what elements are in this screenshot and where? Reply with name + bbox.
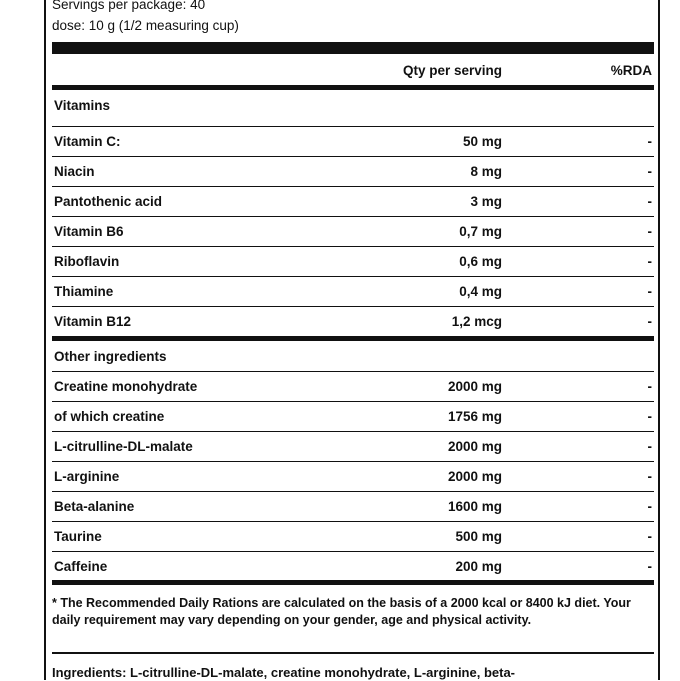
nutrient-qty: 1600 mg bbox=[447, 498, 502, 514]
table-row bbox=[52, 126, 654, 156]
nutrient-name: Riboflavin bbox=[54, 253, 120, 269]
nutrient-name: Pantothenic acid bbox=[54, 193, 163, 209]
table-row bbox=[52, 491, 654, 521]
nutrient-qty: 2000 mg bbox=[447, 468, 502, 484]
nutrient-qty: 2000 mg bbox=[447, 378, 502, 394]
bottom-rule bbox=[52, 580, 654, 585]
nutrient-qty: 50 mg bbox=[462, 133, 502, 149]
nutrient-rda: - bbox=[647, 468, 652, 484]
section-label: Vitamins bbox=[54, 97, 111, 113]
nutrient-qty: 1,2 mcg bbox=[451, 313, 502, 329]
nutrient-name: Vitamin B6 bbox=[54, 223, 124, 239]
qty-column-header: Qty per serving bbox=[402, 62, 502, 78]
footnote-rule bbox=[52, 652, 654, 654]
nutrient-name: Taurine bbox=[54, 528, 102, 544]
section-label: Other ingredients bbox=[54, 348, 167, 364]
nutrient-qty: 0,6 mg bbox=[459, 253, 502, 269]
nutrient-qty: 8 mg bbox=[470, 163, 502, 179]
nutrient-rda: - bbox=[647, 163, 652, 179]
table-row bbox=[52, 246, 654, 276]
table-row bbox=[52, 521, 654, 551]
table-row bbox=[52, 461, 654, 491]
serving-info bbox=[52, 0, 239, 36]
nutrient-rda: - bbox=[647, 193, 652, 209]
nutrient-rda: - bbox=[647, 498, 652, 514]
table-row bbox=[52, 401, 654, 431]
nutrient-rda: - bbox=[647, 558, 652, 574]
table-row bbox=[52, 306, 654, 336]
nutrient-rda: - bbox=[647, 223, 652, 239]
nutrient-rda: - bbox=[647, 313, 652, 329]
nutrient-qty: 3 mg bbox=[470, 193, 502, 209]
dose-text: dose: 10 g (1/2 measuring cup) bbox=[52, 18, 239, 33]
table-row bbox=[52, 431, 654, 461]
nutrient-qty: 1756 mg bbox=[447, 408, 502, 424]
nutrient-rda: - bbox=[647, 528, 652, 544]
table-row bbox=[52, 156, 654, 186]
rda-column-header: %RDA bbox=[610, 62, 652, 78]
nutrient-qty: 0,4 mg bbox=[459, 283, 502, 299]
nutrient-rda: - bbox=[647, 378, 652, 394]
footnote: * The Recommended Daily Rations are calculated on the basis of a 2000 kcal or 8400 kJ diet. Your daily requirement may vary depending on your gender, age and physical activity. bbox=[52, 596, 631, 627]
table-row bbox=[52, 551, 654, 581]
nutrient-name: Beta-alanine bbox=[54, 498, 135, 514]
nutrient-rda: - bbox=[647, 408, 652, 424]
table-row bbox=[52, 276, 654, 306]
top-rule bbox=[52, 42, 654, 54]
nutrient-qty: 200 mg bbox=[455, 558, 502, 574]
nutrient-rda: - bbox=[647, 438, 652, 454]
nutrient-name: Vitamin C: bbox=[54, 133, 121, 149]
nutrient-rda: - bbox=[647, 283, 652, 299]
nutrient-rda: - bbox=[647, 253, 652, 269]
nutrient-qty: 0,7 mg bbox=[459, 223, 502, 239]
nutrient-name: L-arginine bbox=[54, 468, 120, 484]
nutrient-qty: 500 mg bbox=[455, 528, 502, 544]
table-row bbox=[52, 186, 654, 216]
nutrient-rda: - bbox=[647, 133, 652, 149]
table-row bbox=[52, 216, 654, 246]
nutrient-name: Caffeine bbox=[54, 558, 108, 574]
nutrient-name: of which creatine bbox=[54, 408, 165, 424]
nutrient-name: L-citrulline-DL-malate bbox=[54, 438, 193, 454]
section-heading-other bbox=[52, 341, 654, 371]
table-row bbox=[52, 371, 654, 401]
column-header-row bbox=[52, 55, 654, 85]
nutrient-name: Creatine monohydrate bbox=[54, 378, 198, 394]
nutrient-qty: 2000 mg bbox=[447, 438, 502, 454]
servings-per-package: Servings per package: 40 bbox=[52, 0, 206, 12]
nutrient-name: Thiamine bbox=[54, 283, 114, 299]
nutrient-name: Vitamin B12 bbox=[54, 313, 132, 329]
section-heading-vitamins bbox=[52, 90, 654, 120]
nutrient-name: Niacin bbox=[54, 163, 95, 179]
ingredients-line: Ingredients: L-citrulline-DL-malate, creatine monohydrate, L-arginine, beta- bbox=[52, 665, 516, 680]
